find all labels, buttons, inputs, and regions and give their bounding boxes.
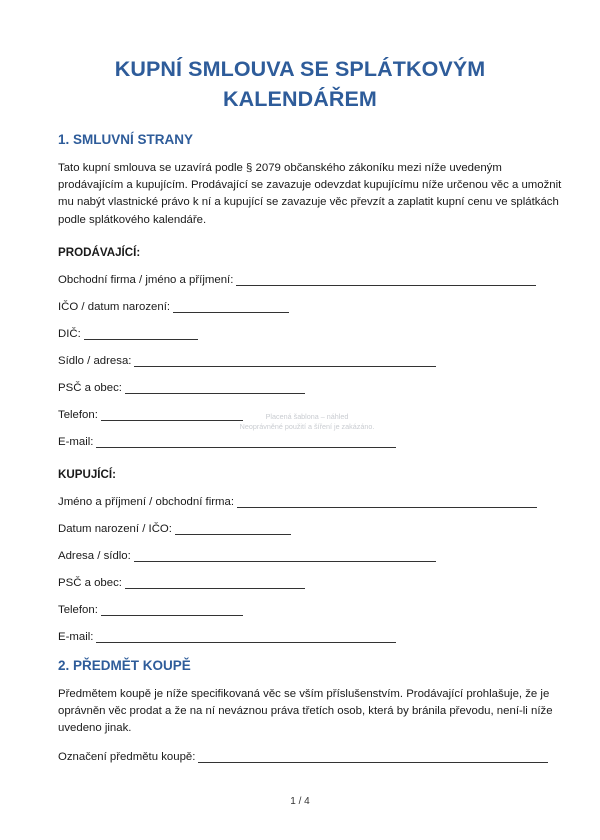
fill-line[interactable] <box>173 300 289 313</box>
seller-heading: PRODÁVAJÍCÍ: <box>58 246 141 259</box>
paragraph-line: mu nabýt vlastnické právo k ní a kupující se zavazuje věc převzít a zaplatit kupní cenu ve splátkách <box>58 196 559 209</box>
field-label: DIČ: <box>58 328 81 340</box>
watermark-line: Placená šablona – náhled <box>265 412 349 421</box>
buyer-email-field[interactable] <box>58 629 396 645</box>
fill-line[interactable] <box>175 522 291 535</box>
fill-line[interactable] <box>125 576 305 589</box>
fill-line[interactable] <box>101 603 243 616</box>
title-line-2: KALENDÁŘEM <box>223 87 377 111</box>
field-label: Jméno a příjmení / obchodní firma: <box>58 496 235 508</box>
fill-line[interactable] <box>198 750 548 763</box>
subject-paragraph <box>58 686 553 738</box>
field-label: Adresa / sídlo: <box>58 550 131 562</box>
fill-line[interactable] <box>96 630 396 643</box>
item-designation-field[interactable] <box>58 749 548 765</box>
paragraph-line: Předmětem koupě je níže specifikovaná věc se vším příslušenstvím. Prodávající prohlašuje, že je <box>58 688 550 700</box>
page-number: 1 / 4 <box>290 796 310 807</box>
seller-phone-field[interactable] <box>58 407 243 423</box>
document-title <box>0 54 600 114</box>
paragraph-line: oprávněn věc prodat a že na ní neváznou práva třetích osob, která by bránila převodu, není-li níže <box>58 705 553 718</box>
seller-name-field[interactable] <box>58 272 536 288</box>
field-label: Telefon: <box>58 409 98 421</box>
fill-line[interactable] <box>96 435 396 448</box>
seller-id-field[interactable] <box>58 299 289 315</box>
seller-vat-field[interactable] <box>58 326 198 342</box>
buyer-postcode-field[interactable] <box>58 575 305 591</box>
seller-address-field[interactable] <box>58 353 436 369</box>
preview-watermark <box>222 412 392 432</box>
fill-line[interactable] <box>125 381 305 394</box>
fill-line[interactable] <box>134 354 436 367</box>
title-line-1: KUPNÍ SMLOUVA SE SPLÁTKOVÝM <box>114 57 486 81</box>
paragraph-line: uvedeno jinak. <box>58 722 132 735</box>
buyer-address-field[interactable] <box>58 548 436 564</box>
fill-line[interactable] <box>237 495 537 508</box>
fill-line[interactable] <box>134 549 436 562</box>
field-label: PSČ a obec: <box>58 577 122 589</box>
field-label: IČO / datum narození: <box>58 301 171 313</box>
section-heading-parties: 1. SMLUVNÍ STRANY <box>58 132 194 147</box>
fill-line[interactable] <box>236 273 536 286</box>
buyer-name-field[interactable] <box>58 494 537 510</box>
buyer-phone-field[interactable] <box>58 602 243 618</box>
watermark-line: Neoprávněné použití a šíření je zakázáno. <box>239 422 375 431</box>
paragraph-line: podle splátkového kalendáře. <box>58 213 207 226</box>
seller-postcode-field[interactable] <box>58 380 305 396</box>
buyer-heading: KUPUJÍCÍ: <box>58 468 116 481</box>
section-heading-subject: 2. PŘEDMĚT KOUPĚ <box>58 658 191 673</box>
field-label: Označení předmětu koupě: <box>58 751 196 763</box>
field-label: E-mail: <box>58 436 94 448</box>
field-label: Obchodní firma / jméno a příjmení: <box>58 274 234 286</box>
field-label: E-mail: <box>58 631 94 643</box>
paragraph-line: Tato kupní smlouva se uzavírá podle § 2079 občanského zákoníku mezi níže uvedeným <box>58 162 502 174</box>
field-label: PSČ a obec: <box>58 382 122 394</box>
fill-line[interactable] <box>84 327 198 340</box>
field-label: Sídlo / adresa: <box>58 355 132 367</box>
parties-paragraph <box>58 160 562 229</box>
field-label: Telefon: <box>58 604 98 616</box>
paragraph-line: prodávajícím a kupujícím. Prodávající se zavazuje odevzdat kupujícímu níže určenou věc a umožnit <box>58 179 562 192</box>
seller-email-field[interactable] <box>58 434 396 450</box>
field-label: Datum narození / IČO: <box>58 523 172 535</box>
buyer-id-field[interactable] <box>58 521 291 537</box>
